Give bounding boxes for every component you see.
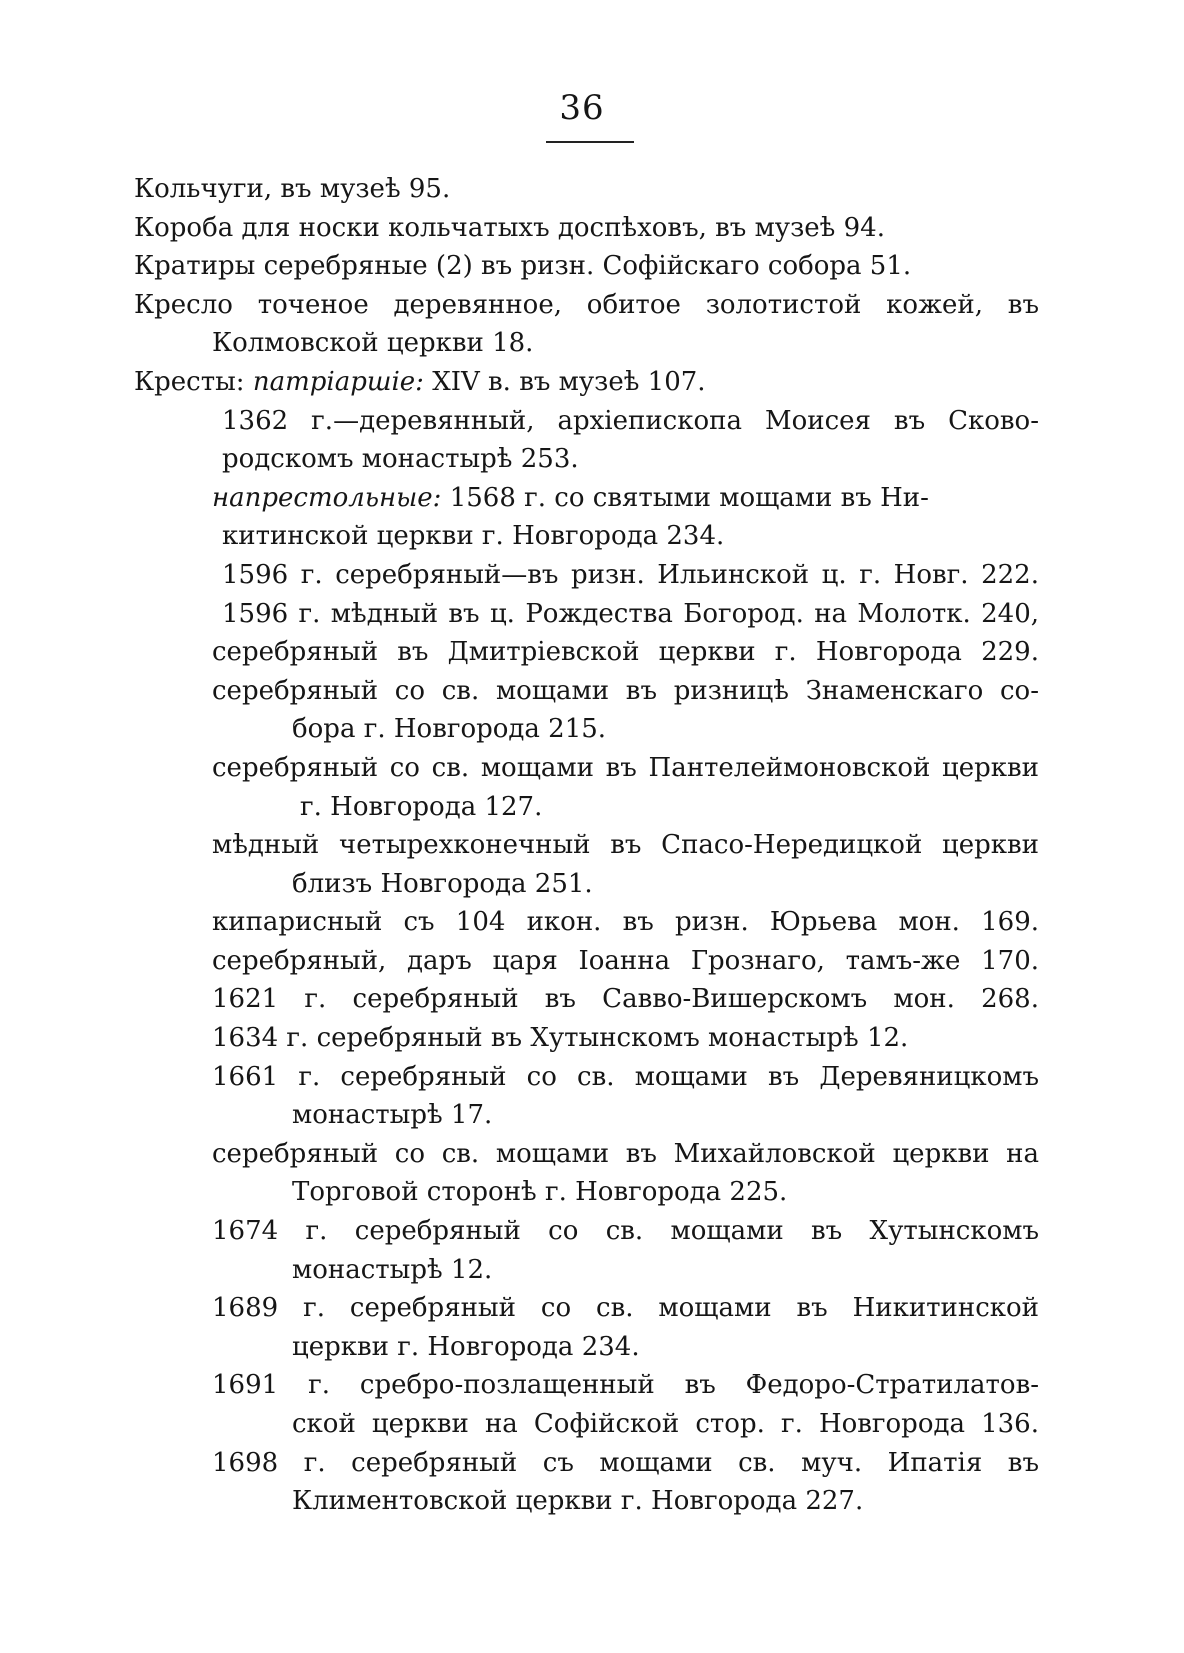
index-line-text: Кресло точеное деревянное, обитое золотистой кожей, въ	[134, 289, 1039, 320]
index-line	[134, 286, 1039, 325]
index-line	[134, 1405, 1039, 1444]
index-line-text: серебряный въ Дмитріевской церкви г. Новгорода 229.	[212, 637, 1039, 668]
index-line	[134, 672, 1039, 711]
index-line	[134, 826, 1039, 865]
index-line-text: серебряный со св. мощами въ Михайловской церкви на	[212, 1138, 1039, 1169]
index-line-text: кипарисный съ 104 икон. въ ризн. Юрьева мон. 169.	[212, 907, 1039, 938]
index-line-text: 1596 г. мѣдный въ ц. Рождества Богород. на Молотк. 240,	[222, 598, 1039, 629]
page-number-rule	[546, 141, 634, 143]
index-line	[134, 1058, 1039, 1097]
index-line	[134, 479, 1039, 518]
index-line-text: ской церкви на Софійской стор. г. Новгорода 136.	[292, 1409, 1039, 1439]
subheading-italic: напрестольные:	[212, 482, 442, 513]
index-text	[134, 170, 1039, 1521]
subheading-italic: патріаршіе:	[252, 366, 424, 397]
index-line	[134, 1212, 1039, 1251]
index-line-text: 1689 г. серебряный со св. мощами въ Никитинской	[212, 1293, 1039, 1324]
index-line-text: 1596 г. серебряный—въ ризн. Ильинской ц. г. Новг. 222.	[222, 559, 1039, 590]
index-line-text: 1661 г. серебряный со св. мощами въ Деревяницкомъ	[212, 1061, 1039, 1092]
index-line	[134, 749, 1039, 788]
index-line-text: 1698 г. серебряный съ мощами св. муч. Ипатія въ	[212, 1447, 1039, 1478]
index-line: Климентовской церкви г. Новгорода 227.	[292, 1486, 864, 1517]
index-line: 1634 г. серебряный въ Хутынскомъ монастырѣ 12.	[212, 1023, 909, 1054]
index-line	[134, 1366, 1039, 1405]
index-line	[134, 903, 1039, 942]
index-line-text: серебряный со св. мощами въ Пантелеймоновской церкви	[212, 752, 1039, 783]
index-line: г. Новгорода 127.	[300, 791, 543, 822]
index-line-text: 1674 г. серебряный со св. мощами въ Хутынскомъ	[212, 1216, 1039, 1247]
index-line: китинской церкви г. Новгорода 234.	[222, 521, 725, 552]
index-line	[134, 1135, 1039, 1174]
index-line: родскомъ монастырѣ 253.	[222, 444, 579, 475]
index-line: Торговой сторонѣ г. Новгорода 225.	[292, 1177, 788, 1208]
index-line	[134, 402, 1039, 441]
index-line-text: 1691 г. сребро-позлащенный въ Федоро-Стратилатов-	[212, 1370, 1039, 1401]
index-line: церкви г. Новгорода 234.	[292, 1331, 640, 1362]
index-line: Колмовской церкви 18.	[212, 328, 534, 359]
index-line-text: серебряный со св. мощами въ ризницѣ Знаменскаго со-	[212, 675, 1039, 706]
index-line-text: 1568 г. со святыми мощами въ Ни-	[441, 482, 929, 513]
index-line-text: 1621 г. серебряный въ Савво-Вишерскомъ мон. 268.	[212, 984, 1039, 1015]
index-line: бора г. Новгорода 215.	[292, 714, 607, 745]
index-line: монастырѣ 17.	[292, 1100, 493, 1131]
index-line-text: XIV в. въ музеѣ 107.	[423, 366, 706, 397]
index-line: Кратиры серебряные (2) въ ризн. Софійскаго собора 51.	[134, 251, 912, 282]
index-line: Короба для носки кольчатыхъ доспѣховъ, въ музеѣ 94.	[134, 212, 885, 243]
index-line	[134, 980, 1039, 1019]
index-line	[134, 1289, 1039, 1328]
index-line: близъ Новгорода 251.	[292, 868, 593, 899]
index-line	[134, 556, 1039, 595]
index-line	[134, 595, 1039, 634]
index-line-text: серебряный, даръ царя Іоанна Грознаго, тамъ-же 170.	[212, 945, 1039, 976]
index-line-text: Кресты:	[134, 366, 253, 397]
index-line-text: мѣдный четырехконечный въ Спасо-Нередицкой церкви	[212, 830, 1039, 861]
index-line	[134, 942, 1039, 981]
index-line: монастырѣ 12.	[292, 1254, 493, 1285]
index-line	[134, 363, 1039, 402]
index-line	[134, 1444, 1039, 1483]
index-line: Кольчуги, въ музеѣ 95.	[134, 174, 451, 204]
index-line-text: 1362 г.—деревянный, архіепископа Моисея въ Сково-	[222, 405, 1039, 436]
page-number: 36	[559, 88, 605, 128]
index-line	[134, 633, 1039, 672]
